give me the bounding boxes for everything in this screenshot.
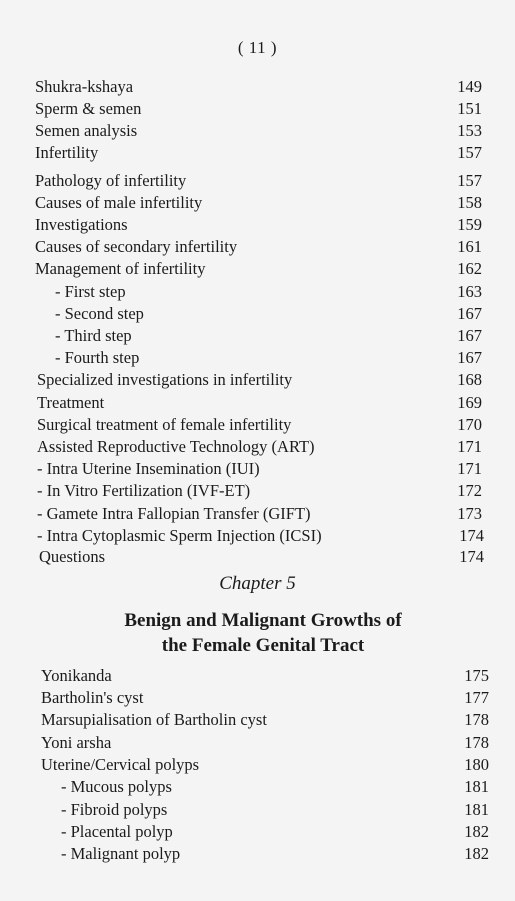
toc-entry-page: 159: [457, 215, 482, 234]
toc-entry-title: Shukra-kshaya: [35, 77, 134, 96]
toc-entry-page: 173: [457, 504, 482, 523]
toc-entry-title: - Second step: [55, 304, 144, 323]
toc-entry-page: 175: [464, 666, 489, 685]
toc-entry-page: 172: [457, 481, 482, 500]
toc-entry-page: 167: [457, 326, 482, 345]
toc-entry-title: Surgical treatment of female infertility: [37, 415, 292, 434]
toc-entry-page: 170: [457, 415, 482, 434]
toc-entry-page: 167: [457, 304, 482, 323]
toc-entry-title: Semen analysis: [35, 121, 138, 140]
toc-entry-title: - Gamete Intra Fallopian Transfer (GIFT): [37, 504, 311, 523]
toc-entry-title: Uterine/Cervical polyps: [41, 755, 200, 774]
toc-entry-page: 161: [457, 237, 482, 256]
toc-entry-title: Marsupialisation of Bartholin cyst: [41, 710, 267, 729]
toc-entry-page: 157: [457, 143, 482, 162]
toc-entry-page: 163: [457, 282, 482, 301]
toc-entry-title: Management of infertility: [35, 259, 206, 278]
toc-entry-page: 167: [457, 348, 482, 367]
toc-entry-page: 178: [464, 733, 489, 752]
toc-entry-title: Causes of secondary infertility: [35, 237, 238, 256]
toc-entry-title: Yoni arsha: [41, 733, 112, 752]
toc-entry-page: 171: [457, 459, 482, 478]
toc-entry-title: Assisted Reproductive Technology (ART): [37, 437, 315, 456]
toc-entry-page: 174: [459, 547, 484, 566]
toc-entry-title: - Intra Cytoplasmic Sperm Injection (ICSI): [37, 526, 322, 545]
toc-entry-page: 174: [459, 526, 484, 545]
toc-entry-title: Specialized investigations in infertility: [37, 370, 293, 389]
toc-entry-title: Infertility: [35, 143, 99, 162]
toc-entry-page: 180: [464, 755, 489, 774]
toc-entry-title: - Malignant polyp: [61, 844, 181, 863]
toc-entry-title: Causes of male infertility: [35, 193, 203, 212]
toc-entry-page: 168: [457, 370, 482, 389]
chapter-heading-line: the Female Genital Tract: [161, 635, 365, 656]
toc-entry-page: 169: [457, 393, 482, 412]
toc-entry-page: 181: [464, 800, 489, 819]
toc-entry-page: 177: [464, 688, 489, 707]
toc-entry-page: 158: [457, 193, 482, 212]
toc-entry-title: - Placental polyp: [61, 822, 173, 841]
toc-entry-page: 178: [464, 710, 489, 729]
toc-entry-page: 171: [457, 437, 482, 456]
toc-entry-title: Treatment: [37, 393, 105, 412]
toc-entry-title: Questions: [39, 547, 105, 566]
toc-entry-title: Investigations: [35, 215, 128, 234]
toc-entry-title: - First step: [55, 282, 126, 301]
toc-entry-title: - Third step: [55, 326, 132, 345]
chapter-label: Chapter 5: [219, 573, 296, 594]
toc-entry-page: 182: [464, 844, 489, 863]
toc-entry-title: - Intra Uterine Insemination (IUI): [37, 459, 260, 478]
chapter-heading-line: Benign and Malignant Growths of: [124, 610, 402, 631]
toc-entry-title: - Mucous polyps: [61, 777, 172, 796]
toc-entry-page: 157: [457, 171, 482, 190]
toc-entry-page: 149: [457, 77, 482, 96]
toc-entry-title: Sperm & semen: [35, 99, 142, 118]
toc-entry-title: - Fourth step: [55, 348, 140, 367]
toc-entry-page: 153: [457, 121, 482, 140]
chapter-heading: [0, 608, 515, 658]
toc-entry-page: 181: [464, 777, 489, 796]
toc-entry-title: Pathology of infertility: [35, 171, 187, 190]
toc-entry-page: 162: [457, 259, 482, 278]
page-number: ( 11 ): [237, 38, 278, 57]
toc-entry-title: - Fibroid polyps: [61, 800, 168, 819]
toc-entry-page: 182: [464, 822, 489, 841]
toc-entry-title: Yonikanda: [41, 666, 112, 685]
toc-entry-page: 151: [457, 99, 482, 118]
toc-entry-title: - In Vitro Fertilization (IVF-ET): [37, 481, 251, 500]
toc-entry-title: Bartholin's cyst: [41, 688, 144, 707]
